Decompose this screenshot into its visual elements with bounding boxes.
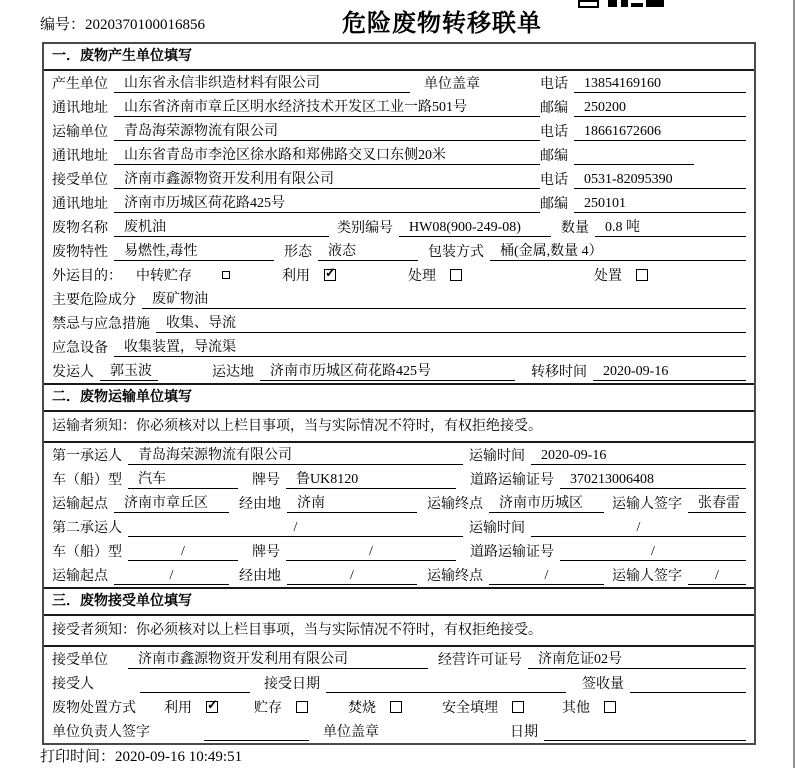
via-label: 经由地	[239, 497, 281, 512]
destination-label: 运达地	[212, 365, 254, 380]
row-waste-character	[44, 239, 754, 263]
purpose-option-label: 处理	[408, 269, 436, 284]
disposal-option-label: 其他	[562, 701, 590, 716]
unit-seal-label: 单位盖章	[323, 725, 379, 740]
hazard-label: 主要危险成分	[52, 293, 136, 308]
transporter-label: 运输单位	[52, 125, 108, 140]
road-permit-label: 道路运输证号	[470, 545, 554, 560]
quantity-value: 0.8 吨	[595, 218, 746, 237]
checkbox-treat	[450, 269, 462, 281]
road-permit-label: 道路运输证号	[470, 473, 554, 488]
purpose-option-label: 利用	[282, 269, 310, 284]
transporter-sign-label: 运输人签字	[612, 497, 682, 512]
unit-seal-label: 单位盖章	[424, 77, 480, 92]
disposal-option-label: 焚烧	[348, 701, 376, 716]
row-purpose	[44, 263, 754, 287]
leader-sign-label: 单位负责人签字	[52, 725, 150, 740]
waste-name-label: 废物名称	[52, 221, 108, 236]
row-vehicle2	[44, 539, 754, 563]
print-time-label: 打印时间：	[40, 749, 116, 765]
equipment-value: 收集装置，导流渠	[114, 338, 746, 357]
terminal-label: 运输终点	[427, 497, 483, 512]
shipper-label: 发运人	[52, 365, 94, 380]
origin-label: 运输起点	[52, 497, 108, 512]
qr-block	[631, 3, 643, 7]
vehicle1-value: 汽车	[128, 470, 238, 489]
row-route1	[44, 491, 754, 515]
vehicle2-value: /	[128, 542, 238, 561]
disposal-option-label: 利用	[164, 701, 192, 716]
date-label: 日期	[510, 725, 538, 740]
taboo-label: 禁忌与应急措施	[52, 317, 150, 332]
origin2-value: /	[114, 566, 229, 585]
producer-phone-value: 13854169160	[574, 74, 746, 93]
date-value	[544, 722, 746, 741]
page-title: 危险废物转移联单	[342, 11, 542, 37]
row-hazard-component	[44, 287, 754, 311]
row-vehicle1	[44, 467, 754, 491]
row-producer-address	[44, 95, 754, 119]
checkbox-other	[604, 701, 616, 713]
via1-value: 济南	[287, 494, 417, 513]
terminal2-value: /	[489, 566, 604, 585]
transport-time2-value: /	[531, 518, 746, 537]
checkbox-transfer-storage	[222, 271, 230, 279]
row-receiver-address	[44, 191, 754, 215]
form-label: 形态	[284, 245, 312, 260]
origin-label: 运输起点	[52, 569, 108, 584]
row-acceptor	[44, 671, 754, 695]
phone-label: 电话	[540, 125, 568, 140]
accept-date-label: 接受日期	[264, 677, 320, 692]
shipper-value: 郭玉波	[100, 362, 158, 381]
vehicle-label: 车（船）型	[52, 473, 122, 488]
permit-value: 济南危证02号	[528, 650, 746, 669]
form-value: 液态	[318, 242, 418, 261]
acceptor-label: 接受人	[52, 677, 94, 692]
road-permit1-value: 370213006408	[560, 470, 746, 489]
sign2-value: /	[688, 566, 746, 585]
producer-address-value: 山东省济南市章丘区明水经济技术开发区工业一路501号	[114, 98, 540, 117]
plate2-value: /	[286, 542, 456, 561]
transporter-zip-value	[574, 146, 694, 165]
plate-label: 牌号	[252, 545, 280, 560]
road-permit2-value: /	[560, 542, 746, 561]
accept-date-value	[326, 674, 566, 693]
row-shipper	[44, 359, 754, 383]
row-disposal-method	[44, 695, 754, 719]
section1-header: 一．废物产生单位填写	[44, 44, 754, 71]
row-first-carrier	[44, 443, 754, 467]
plate1-value: 鲁UK8120	[286, 470, 456, 489]
window-right-edge	[793, 0, 795, 768]
carrier1-label: 第一承运人	[52, 449, 122, 464]
section3-header: 三．废物接受单位填写	[44, 587, 754, 616]
transport-time-label: 运输时间	[469, 521, 525, 536]
permit-label: 经营许可证号	[438, 653, 522, 668]
row-second-carrier	[44, 515, 754, 539]
transporter-phone-value: 18661672606	[574, 122, 746, 141]
plate-label: 牌号	[252, 473, 280, 488]
checkbox-utilize	[324, 269, 336, 281]
purpose-option-label: 处置	[594, 269, 622, 284]
disposal-label: 废物处置方式	[52, 701, 136, 716]
print-time-line	[40, 745, 242, 766]
waste-name-value: 废机油	[114, 218, 329, 237]
accept-unit-value: 济南市鑫源物资开发利用有限公司	[128, 650, 428, 669]
serial-value: 2020370100016856	[85, 17, 206, 33]
qr-block	[646, 0, 664, 7]
transfer-time-label: 转移时间	[531, 365, 587, 380]
acceptor-value	[140, 674, 250, 693]
transfer-form-table	[42, 42, 756, 745]
producer-label: 产生单位	[52, 77, 108, 92]
phone-label: 电话	[540, 173, 568, 188]
packing-value: 桶(金属,数量 4）	[490, 242, 746, 261]
vehicle-label: 车（船）型	[52, 545, 122, 560]
row-emergency-equipment	[44, 335, 754, 359]
address-label: 通讯地址	[52, 101, 108, 116]
zip-label: 邮编	[540, 197, 568, 212]
row-producer	[44, 71, 754, 95]
row-receiver	[44, 167, 754, 191]
print-time-value: 2020-09-16 10:49:51	[115, 749, 243, 765]
terminal1-value: 济南市历城区	[489, 494, 604, 513]
purpose-option-label: 中转贮存	[136, 269, 192, 284]
checkbox-landfill	[512, 701, 524, 713]
category-value: HW08(900-249-08)	[399, 218, 551, 237]
hazard-value: 废矿物油	[142, 290, 746, 309]
packing-label: 包装方式	[428, 245, 484, 260]
taboo-value: 收集、导流	[156, 314, 746, 333]
transporter-sign-label: 运输人签字	[612, 569, 682, 584]
quantity-label: 数量	[561, 221, 589, 236]
transporter-value: 青岛海荣源物流有限公司	[114, 122, 540, 141]
terminal-label: 运输终点	[427, 569, 483, 584]
transport-time1-value: 2020-09-16	[531, 446, 746, 465]
transport-time-label: 运输时间	[469, 449, 525, 464]
sign1-value: 张春雷	[688, 494, 746, 513]
character-value: 易燃性,毒性	[114, 242, 274, 261]
row-accept-unit	[44, 647, 754, 671]
checkbox-dispose	[636, 269, 648, 281]
character-label: 废物特性	[52, 245, 108, 260]
disposal-option-label: 贮存	[254, 701, 282, 716]
carrier2-value: /	[128, 518, 463, 537]
address-label: 通讯地址	[52, 197, 108, 212]
phone-label: 电话	[540, 77, 568, 92]
producer-value: 山东省永信非织造材料有限公司	[114, 74, 410, 93]
checkbox-utilize-disposal	[206, 701, 218, 713]
qr-code-partial-icon	[576, 0, 672, 9]
qr-block	[621, 0, 628, 7]
serial-label: 编号：	[40, 17, 86, 33]
checkbox-incinerate	[390, 701, 402, 713]
sign-qty-label: 签收量	[582, 677, 624, 692]
transporter-address-value: 山东省青岛市李沧区徐水路和郑佛路交叉口东侧20米	[114, 146, 540, 165]
transfer-time-value: 2020-09-16	[593, 362, 746, 381]
receiver-address-value: 济南市历城区荷花路425号	[114, 194, 540, 213]
qr-block	[608, 0, 617, 7]
address-label: 通讯地址	[52, 149, 108, 164]
row-leader-sign	[44, 719, 754, 743]
equipment-label: 应急设备	[52, 341, 108, 356]
section2-header: 二．废物运输单位填写	[44, 383, 754, 412]
zip-label: 邮编	[540, 149, 568, 164]
row-transporter	[44, 119, 754, 143]
via-label: 经由地	[239, 569, 281, 584]
row-route2	[44, 563, 754, 587]
receiver-zip-value: 250101	[574, 194, 746, 213]
carrier1-value: 青岛海荣源物流有限公司	[128, 446, 463, 465]
receiver-value: 济南市鑫源物资开发利用有限公司	[114, 170, 540, 189]
zip-label: 邮编	[540, 101, 568, 116]
receiver-phone-value: 0531-82095390	[574, 170, 746, 189]
section2-notice: 运输者须知：你必须核对以上栏目事项，当与实际情况不符时，有权拒绝接受。	[44, 412, 754, 443]
section3-notice: 接受者须知：你必须核对以上栏目事项，当与实际情况不符时，有权拒绝接受。	[44, 616, 754, 647]
row-transporter-address	[44, 143, 754, 167]
producer-zip-value: 250200	[574, 98, 746, 117]
row-taboo-measures	[44, 311, 754, 335]
origin1-value: 济南市章丘区	[114, 494, 229, 513]
destination-value: 济南市历城区荷花路425号	[260, 362, 515, 381]
row-waste-name	[44, 215, 754, 239]
disposal-option-label: 安全填埋	[442, 701, 498, 716]
leader-sign-value	[204, 722, 309, 741]
receiver-label: 接受单位	[52, 173, 108, 188]
qr-block	[578, 0, 599, 8]
sign-qty-value	[630, 674, 746, 693]
category-label: 类别编号	[337, 221, 393, 236]
via2-value: /	[287, 566, 417, 585]
checkbox-storage	[296, 701, 308, 713]
purpose-label: 外运目的：	[52, 269, 122, 284]
accept-unit-label: 接受单位	[52, 653, 108, 668]
carrier2-label: 第二承运人	[52, 521, 122, 536]
